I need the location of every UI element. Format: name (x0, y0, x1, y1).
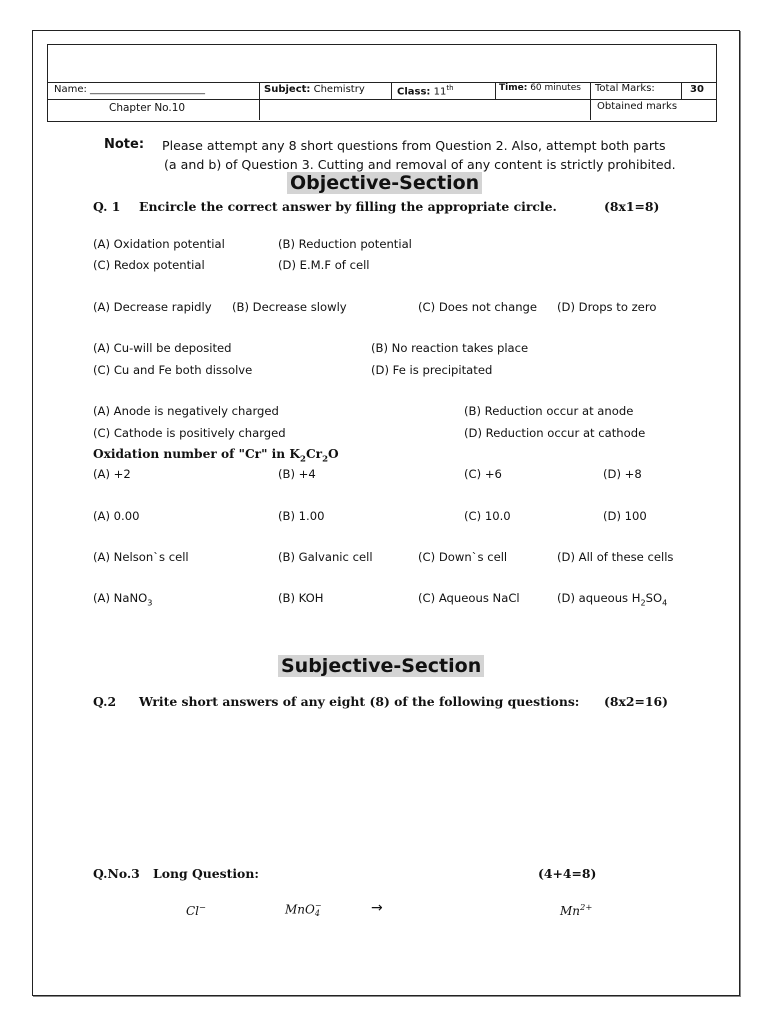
formula-subscript: 4 (314, 909, 320, 918)
mcq1-option-d: (D) E.M.F of cell (278, 258, 370, 272)
mcq8-option-a-text: (A) NaNO (93, 591, 148, 605)
mcq4-option-d: (D) Reduction occur at cathode (464, 426, 646, 440)
obtained-marks-label: Obtained marks (597, 101, 678, 112)
mcq6-option-c: (C) 10.0 (464, 509, 511, 523)
class-suffix: th (446, 84, 454, 92)
mcq7-option-c: (C) Down`s cell (418, 550, 508, 564)
mcq3-option-b: (B) No reaction takes place (371, 341, 529, 355)
chapter-label: Chapter No.10 (109, 102, 186, 114)
manganese-symbol: Mn (560, 904, 581, 918)
formula-o: O (328, 447, 339, 461)
q1-marks: (8x1=8) (604, 199, 660, 214)
time-value: 60 minutes (530, 83, 581, 93)
mcq8-option-d-text: (D) aqueous H (557, 591, 641, 605)
mcq5-option-a: (A) +2 (93, 467, 131, 481)
mcq8-option-a (93, 591, 152, 607)
subject-field (264, 84, 365, 95)
q3-title: Long Question: (153, 866, 259, 881)
q1-number: Q. 1 (93, 199, 121, 214)
q3-marks: (4+4=8) (538, 866, 597, 881)
mcq8-option-d (557, 591, 667, 607)
class-field (397, 84, 454, 97)
charge-superscript: − (199, 902, 207, 912)
mcq3-option-d: (D) Fe is precipitated (371, 363, 493, 377)
mcq2-option-d: (D) Drops to zero (557, 300, 657, 314)
mcq7-option-d: (D) All of these cells (557, 550, 674, 564)
mcq8-option-b: (B) KOH (278, 591, 324, 605)
header-col-divider (590, 82, 591, 120)
mcq1-option-b: (B) Reduction potential (278, 237, 412, 251)
mcq7-option-b: (B) Galvanic cell (278, 550, 373, 564)
header-col-divider (259, 82, 260, 99)
header-col-divider (259, 99, 260, 120)
formula-subscript: 2 (322, 454, 328, 465)
name-field: Name: _______________________ (54, 84, 206, 95)
formula-subscript: 2 (300, 454, 306, 465)
equation-chloride (186, 902, 206, 918)
mcq4-option-b: (B) Reduction occur at anode (464, 404, 634, 418)
q3-number: Q.No.3 (93, 866, 140, 881)
q2-number: Q.2 (93, 694, 117, 709)
formula-subscript: 4 (662, 597, 668, 608)
mcq5-question-text: Oxidation number of "Cr" in K (93, 447, 300, 461)
header-col-divider (495, 82, 496, 99)
charge-superscript: 2+ (580, 902, 593, 912)
note-label: Note: (104, 137, 145, 152)
mcq2-option-b: (B) Decrease slowly (232, 300, 347, 314)
mcq5-question (93, 447, 339, 464)
chloride-symbol: Cl (186, 904, 200, 918)
header-col-divider (681, 82, 682, 99)
note-line-1: Please attempt any 8 short questions from Question 2. Also, attempt both parts (162, 138, 666, 153)
note-line-2: (a and b) of Question 3. Cutting and removal of any content is strictly prohibited. (164, 157, 676, 172)
total-marks-value: 30 (690, 84, 704, 95)
mcq5-option-d: (D) +8 (603, 467, 642, 481)
mcq5-option-b: (B) +4 (278, 467, 316, 481)
subject-value: Chemistry (313, 84, 365, 95)
mcq2-option-c: (C) Does not change (418, 300, 538, 314)
header-divider (48, 99, 716, 100)
subject-label: Subject: (264, 84, 311, 95)
mcq6-option-d: (D) 100 (603, 509, 647, 523)
total-marks-label: Total Marks: (595, 83, 655, 94)
equation-manganese (560, 902, 592, 918)
charge-superscript: − (314, 901, 322, 910)
time-field (499, 83, 581, 93)
mcq4-option-a: (A) Anode is negatively charged (93, 404, 279, 418)
mcq5-option-c: (C) +6 (464, 467, 502, 481)
header-col-divider (391, 82, 392, 99)
permanganate-symbol: MnO (285, 902, 315, 917)
mcq3-option-c: (C) Cu and Fe both dissolve (93, 363, 253, 377)
mcq6-option-a: (A) 0.00 (93, 509, 140, 523)
q2-marks: (8x2=16) (604, 694, 668, 709)
formula-subscript: 3 (147, 597, 153, 608)
mcq7-option-a: (A) Nelson`s cell (93, 550, 189, 564)
time-label: Time: (499, 83, 528, 93)
q1-instruction: Encircle the correct answer by filling the appropriate circle. (139, 199, 557, 214)
mcq4-option-c: (C) Cathode is positively charged (93, 426, 286, 440)
class-value: 11 (433, 86, 447, 98)
subjective-section-title: Subjective-Section (278, 655, 484, 677)
mcq3-option-a: (A) Cu-will be deposited (93, 341, 232, 355)
class-label: Class: (397, 86, 431, 98)
mcq6-option-b: (B) 1.00 (278, 509, 325, 523)
q2-instruction: Write short answers of any eight (8) of the following questions: (139, 694, 580, 709)
mcq1-option-c: (C) Redox potential (93, 258, 205, 272)
formula-cr: Cr (305, 447, 323, 461)
reaction-arrow: → (371, 900, 383, 916)
mcq2-option-a: (A) Decrease rapidly (93, 300, 212, 314)
mcq8-option-c: (C) Aqueous NaCl (418, 591, 520, 605)
equation-permanganate (285, 902, 322, 918)
formula-so: SO (645, 591, 663, 605)
mcq1-option-a: (A) Oxidation potential (93, 237, 225, 251)
objective-section-title: Objective-Section (287, 172, 482, 194)
formula-subscript: 2 (640, 597, 646, 608)
